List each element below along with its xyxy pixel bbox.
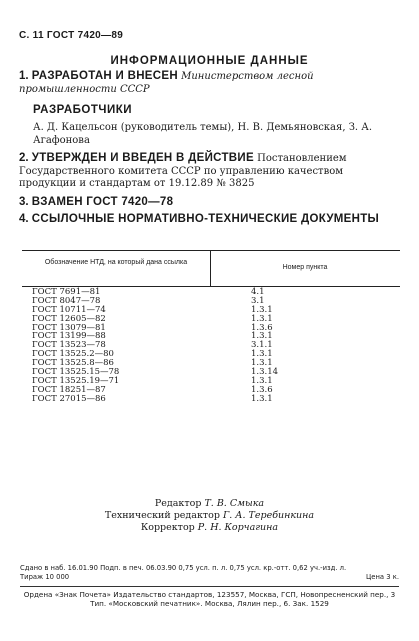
column-header-document: Обозначение НТД, на который дана ссылка (44, 259, 188, 266)
section-number: 2. (19, 152, 29, 164)
row-document: ГОСТ 12605—82 (32, 313, 106, 324)
row-document: ГОСТ 13199—88 (32, 331, 106, 342)
row-document: ГОСТ 18251—87 (32, 384, 106, 395)
section-text: Министерством лесной промышленности СССР (19, 71, 314, 95)
row-document: ГОСТ 27015—86 (32, 393, 106, 404)
developers-heading: РАЗРАБОТЧИКИ (33, 104, 132, 116)
row-document: ГОСТ 13525.15—78 (32, 367, 120, 378)
section-text: Постановлением Государственного комитета СССР по управлению качеством продукции и стандартам от 19.12.89 № 3825 (19, 153, 347, 189)
section-3 (19, 196, 397, 210)
editor-role: Редактор (154, 498, 205, 509)
publisher-footer (20, 590, 399, 608)
table-top-rule (22, 250, 400, 251)
row-point: 1.3.1 (251, 304, 273, 315)
row-point: 3.1.1 (251, 340, 273, 351)
section-4 (19, 213, 397, 227)
row-point: 1.3.1 (251, 358, 273, 369)
print-run: Тираж 10 000 (20, 572, 70, 581)
row-document: ГОСТ 13525.8—86 (32, 358, 114, 369)
row-document: ГОСТ 13079—81 (32, 322, 106, 333)
printer-line: Тип. «Московский печатник». Москва, Лялин пер., 6. Зак. 1529 (90, 599, 329, 609)
print-info-line-1: Сдано в наб. 16.01.90 Подп. в печ. 06.03.90 0,75 усл. п. л. 0,75 усл. кр.-отт. 0,62 уч.-изд. л. (20, 564, 347, 572)
corrector-name: Р. Н. Корчагина (197, 522, 279, 534)
row-point: 1.3.1 (251, 331, 273, 342)
section-number: 3. (19, 196, 29, 208)
document-title: ИНФОРМАЦИОННЫЕ ДАННЫЕ (110, 55, 309, 67)
section-2 (19, 152, 397, 191)
tech-editor-line (0, 510, 419, 522)
row-document: ГОСТ 10711—74 (32, 304, 106, 315)
publisher-line: Ордена «Знак Почета» Издательство стандартов, 123557, Москва, ГСП, Новопресненский пер., 3 (23, 590, 396, 599)
table-body (32, 288, 400, 404)
row-point: 1.3.1 (251, 349, 273, 360)
row-point: 3.1 (251, 295, 265, 306)
row-document: ГОСТ 7691—81 (32, 287, 101, 297)
section-1 (19, 70, 397, 96)
row-document: ГОСТ 13525.2—80 (32, 349, 114, 360)
row-document: ГОСТ 13525.19—71 (32, 375, 120, 386)
row-document: ГОСТ 8047—78 (32, 295, 101, 306)
section-heading: ССЫЛОЧНЫЕ НОРМАТИВНО-ТЕХНИЧЕСКИЕ ДОКУМЕНТЫ (31, 213, 380, 225)
section-number: 1. (19, 70, 29, 82)
tech-editor-role: Технический редактор (104, 510, 223, 522)
developers-list: А. Д. Кацельсон (руководитель темы), Н. В. Демьяновская, З. А. Агафонова (33, 122, 373, 146)
row-document: ГОСТ 13523—78 (32, 340, 106, 351)
page-header: С. 11 ГОСТ 7420—89 (19, 30, 124, 41)
section-heading: ВЗАМЕН ГОСТ 7420—78 (31, 196, 174, 208)
table-row (32, 395, 400, 404)
corrector-line (0, 522, 419, 534)
editor-line (0, 498, 419, 510)
section-heading: УТВЕРЖДЕН И ВВЕДЕН В ДЕЙСТВИЕ (31, 152, 254, 164)
row-point: 4.1 (251, 287, 265, 297)
row-point: 1.3.6 (251, 322, 273, 333)
references-table (22, 250, 400, 410)
print-info (20, 564, 399, 582)
section-heading: РАЗРАБОТАН И ВНЕСЕН (31, 70, 178, 82)
section-number: 4. (19, 213, 29, 225)
price: Цена 3 к. (366, 572, 399, 581)
column-header-point: Номер пункта (282, 264, 328, 271)
corrector-role: Корректор (140, 522, 198, 534)
row-point: 1.3.1 (251, 393, 273, 404)
editors-block (0, 498, 419, 535)
row-point: 1.3.1 (251, 313, 273, 324)
footer-separator (20, 586, 399, 587)
tech-editor-name: Г. А. Теребинкина (222, 510, 315, 522)
print-info-line-2 (20, 573, 399, 582)
editor-name: Т. В. Смыка (204, 498, 265, 509)
row-point: 1.3.6 (251, 384, 273, 395)
row-point: 1.3.14 (251, 367, 279, 378)
row-point: 1.3.1 (251, 375, 273, 386)
